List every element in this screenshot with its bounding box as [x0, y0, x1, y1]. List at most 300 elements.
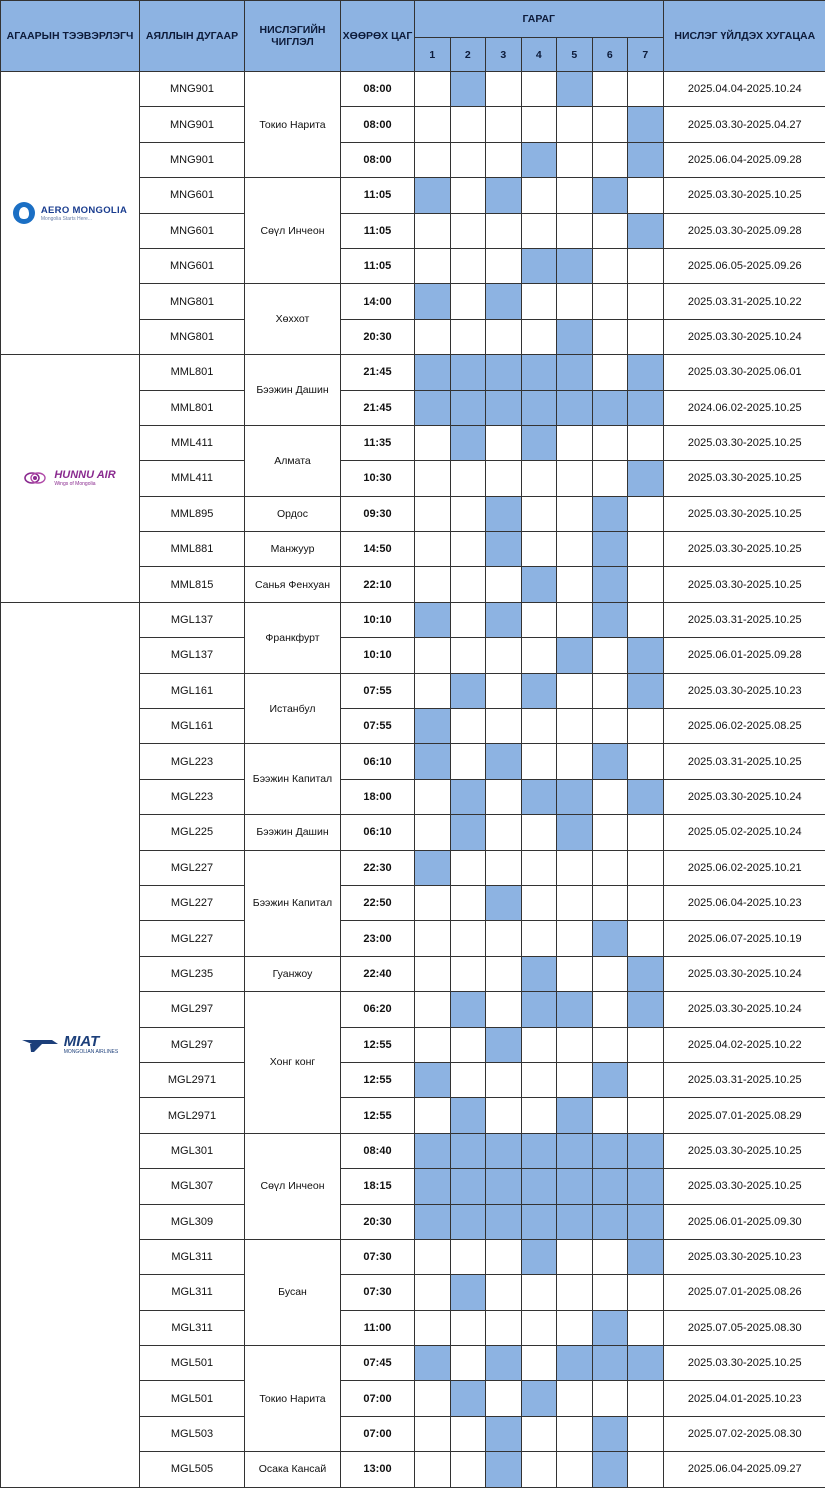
- day-2-inactive: [450, 921, 486, 956]
- day-6-inactive: [592, 638, 628, 673]
- day-2-inactive: [450, 1452, 486, 1487]
- departure-time: 18:15: [341, 1169, 415, 1204]
- day-3-inactive: [486, 1062, 522, 1097]
- day-6-active: [592, 1133, 628, 1168]
- day-6-inactive: [592, 956, 628, 991]
- operating-period: 2025.03.30-2025.10.25: [663, 425, 825, 460]
- route-cell: Сөүл Инчеон: [245, 178, 341, 284]
- flight-number: MGL227: [140, 921, 245, 956]
- departure-time: 20:30: [341, 1204, 415, 1239]
- route-cell: Бусан: [245, 1239, 341, 1345]
- flight-number: MGL501: [140, 1381, 245, 1416]
- day-2-inactive: [450, 1239, 486, 1274]
- day-7-inactive: [628, 1027, 664, 1062]
- day-3-inactive: [486, 850, 522, 885]
- operating-period: 2025.03.30-2025.06.01: [663, 355, 825, 390]
- day-6-active: [592, 1169, 628, 1204]
- day-1-inactive: [415, 107, 451, 142]
- operating-period: 2025.06.02-2025.08.25: [663, 709, 825, 744]
- day-3-inactive: [486, 1381, 522, 1416]
- table-row: [1, 602, 825, 637]
- day-1-inactive: [415, 532, 451, 567]
- operating-period: 2025.06.04-2025.10.23: [663, 885, 825, 920]
- day-4-active: [521, 956, 557, 991]
- day-7-active: [628, 142, 664, 177]
- day-6-active: [592, 744, 628, 779]
- day-7-active: [628, 638, 664, 673]
- day-3-inactive: [486, 213, 522, 248]
- day-6-inactive: [592, 850, 628, 885]
- day-3-active: [486, 284, 522, 319]
- departure-time: 08:00: [341, 142, 415, 177]
- day-5-inactive: [557, 567, 593, 602]
- flight-number: MML895: [140, 496, 245, 531]
- flight-number: MGL161: [140, 709, 245, 744]
- flight-number: MGL223: [140, 779, 245, 814]
- operating-period: 2025.03.30-2025.04.27: [663, 107, 825, 142]
- day-1-active: [415, 178, 451, 213]
- route-cell: Токио Нарита: [245, 72, 341, 178]
- day-6-inactive: [592, 319, 628, 354]
- miat-wing-icon: [22, 1038, 58, 1052]
- departure-time: 06:10: [341, 744, 415, 779]
- departure-time: 11:00: [341, 1310, 415, 1345]
- day-7-inactive: [628, 1381, 664, 1416]
- route-cell: Санья Фенхуан: [245, 567, 341, 602]
- day-5-active: [557, 1169, 593, 1204]
- day-1-inactive: [415, 319, 451, 354]
- day-2-inactive: [450, 496, 486, 531]
- day-2-active: [450, 355, 486, 390]
- day-1-inactive: [415, 496, 451, 531]
- day-1-inactive: [415, 567, 451, 602]
- day-5-inactive: [557, 850, 593, 885]
- day-5-inactive: [557, 496, 593, 531]
- operating-period: 2025.06.01-2025.09.28: [663, 638, 825, 673]
- departure-time: 11:35: [341, 425, 415, 460]
- operating-period: 2024.06.02-2025.10.25: [663, 390, 825, 425]
- day-7-active: [628, 956, 664, 991]
- day-2-inactive: [450, 567, 486, 602]
- day-3-inactive: [486, 815, 522, 850]
- day-5-inactive: [557, 425, 593, 460]
- day-7-inactive: [628, 284, 664, 319]
- route-cell: Истанбул: [245, 673, 341, 744]
- day-7-active: [628, 1239, 664, 1274]
- day-3-inactive: [486, 1275, 522, 1310]
- day-3-active: [486, 1346, 522, 1381]
- departure-time: 13:00: [341, 1452, 415, 1487]
- day-1-inactive: [415, 1275, 451, 1310]
- day-2-inactive: [450, 850, 486, 885]
- day-4-inactive: [521, 1310, 557, 1345]
- day-3-active: [486, 1133, 522, 1168]
- day-6-active: [592, 1346, 628, 1381]
- day-5-active: [557, 815, 593, 850]
- day-1-inactive: [415, 1310, 451, 1345]
- flight-number: MGL297: [140, 1027, 245, 1062]
- day-4-active: [521, 1204, 557, 1239]
- operating-period: 2025.03.30-2025.10.23: [663, 673, 825, 708]
- flight-number: MNG601: [140, 178, 245, 213]
- day-4-active: [521, 992, 557, 1027]
- day-5-inactive: [557, 461, 593, 496]
- header-day-4: 4: [521, 38, 557, 72]
- day-4-inactive: [521, 461, 557, 496]
- departure-time: 07:30: [341, 1275, 415, 1310]
- day-7-inactive: [628, 532, 664, 567]
- day-2-inactive: [450, 602, 486, 637]
- day-1-inactive: [415, 1416, 451, 1451]
- day-6-inactive: [592, 1275, 628, 1310]
- airline-logo-name: AERO MONGOLIA: [40, 204, 128, 216]
- operating-period: 2025.03.30-2025.10.24: [663, 779, 825, 814]
- operating-period: 2025.03.30-2025.10.25: [663, 461, 825, 496]
- flight-number: MGL311: [140, 1310, 245, 1345]
- schedule-body: [1, 72, 825, 1488]
- day-1-inactive: [415, 213, 451, 248]
- day-1-inactive: [415, 779, 451, 814]
- day-6-inactive: [592, 992, 628, 1027]
- day-5-inactive: [557, 107, 593, 142]
- operating-period: 2025.03.30-2025.10.25: [663, 178, 825, 213]
- flight-number: MGL227: [140, 850, 245, 885]
- day-2-inactive: [450, 744, 486, 779]
- day-3-active: [486, 1452, 522, 1487]
- day-4-active: [521, 425, 557, 460]
- operating-period: 2025.03.30-2025.10.25: [663, 1169, 825, 1204]
- day-7-inactive: [628, 744, 664, 779]
- day-6-inactive: [592, 355, 628, 390]
- route-cell: Ордос: [245, 496, 341, 531]
- day-2-active: [450, 72, 486, 107]
- day-2-active: [450, 1204, 486, 1239]
- day-5-active: [557, 1133, 593, 1168]
- day-5-inactive: [557, 1310, 593, 1345]
- day-7-active: [628, 992, 664, 1027]
- departure-time: 21:45: [341, 390, 415, 425]
- flight-number: MNG901: [140, 142, 245, 177]
- day-4-inactive: [521, 178, 557, 213]
- aero-mongolia-logo: [1, 202, 139, 224]
- operating-period: 2025.04.02-2025.10.22: [663, 1027, 825, 1062]
- operating-period: 2025.03.30-2025.10.25: [663, 532, 825, 567]
- day-3-inactive: [486, 1310, 522, 1345]
- flight-number: MGL223: [140, 744, 245, 779]
- day-4-inactive: [521, 850, 557, 885]
- departure-time: 07:45: [341, 1346, 415, 1381]
- day-5-inactive: [557, 142, 593, 177]
- day-3-inactive: [486, 673, 522, 708]
- airline-cell: [1, 72, 140, 355]
- day-2-inactive: [450, 1346, 486, 1381]
- day-4-inactive: [521, 1346, 557, 1381]
- day-1-active: [415, 602, 451, 637]
- day-6-active: [592, 1062, 628, 1097]
- day-7-inactive: [628, 885, 664, 920]
- day-1-inactive: [415, 248, 451, 283]
- departure-time: 14:50: [341, 532, 415, 567]
- day-2-inactive: [450, 1027, 486, 1062]
- operating-period: 2025.06.02-2025.10.21: [663, 850, 825, 885]
- day-7-inactive: [628, 72, 664, 107]
- day-6-active: [592, 921, 628, 956]
- day-3-inactive: [486, 567, 522, 602]
- day-7-inactive: [628, 815, 664, 850]
- operating-period: 2025.03.30-2025.10.25: [663, 496, 825, 531]
- day-3-active: [486, 496, 522, 531]
- day-5-inactive: [557, 213, 593, 248]
- day-3-inactive: [486, 425, 522, 460]
- day-1-inactive: [415, 1452, 451, 1487]
- departure-time: 23:00: [341, 921, 415, 956]
- day-1-inactive: [415, 1027, 451, 1062]
- day-2-active: [450, 815, 486, 850]
- day-3-inactive: [486, 992, 522, 1027]
- flight-number: MGL309: [140, 1204, 245, 1239]
- day-5-active: [557, 1098, 593, 1133]
- operating-period: 2025.05.02-2025.10.24: [663, 815, 825, 850]
- day-6-inactive: [592, 248, 628, 283]
- day-6-inactive: [592, 673, 628, 708]
- day-4-inactive: [521, 1027, 557, 1062]
- day-2-inactive: [450, 284, 486, 319]
- header-day-3: 3: [486, 38, 522, 72]
- day-2-inactive: [450, 956, 486, 991]
- day-4-inactive: [521, 1098, 557, 1133]
- day-3-inactive: [486, 461, 522, 496]
- aero-mongolia-emblem-icon: [13, 202, 35, 224]
- table-row: [1, 355, 825, 390]
- route-cell: Гуанжоу: [245, 956, 341, 991]
- flight-number: MGL503: [140, 1416, 245, 1451]
- day-2-inactive: [450, 885, 486, 920]
- day-7-active: [628, 779, 664, 814]
- departure-time: 22:50: [341, 885, 415, 920]
- day-1-active: [415, 744, 451, 779]
- header-day-7: 7: [628, 38, 664, 72]
- day-3-inactive: [486, 142, 522, 177]
- flight-number: MGL311: [140, 1275, 245, 1310]
- day-4-inactive: [521, 815, 557, 850]
- day-1-active: [415, 1062, 451, 1097]
- operating-period: 2025.03.30-2025.10.24: [663, 992, 825, 1027]
- header-day-1: 1: [415, 38, 451, 72]
- day-1-inactive: [415, 1381, 451, 1416]
- day-2-inactive: [450, 1062, 486, 1097]
- departure-time: 22:30: [341, 850, 415, 885]
- day-3-inactive: [486, 956, 522, 991]
- day-7-inactive: [628, 248, 664, 283]
- day-5-active: [557, 779, 593, 814]
- day-1-inactive: [415, 1098, 451, 1133]
- day-3-inactive: [486, 1239, 522, 1274]
- flight-number: MGL137: [140, 638, 245, 673]
- day-2-inactive: [450, 709, 486, 744]
- departure-time: 11:05: [341, 178, 415, 213]
- day-2-active: [450, 673, 486, 708]
- day-4-inactive: [521, 921, 557, 956]
- day-7-inactive: [628, 319, 664, 354]
- operating-period: 2025.07.01-2025.08.26: [663, 1275, 825, 1310]
- day-7-inactive: [628, 567, 664, 602]
- day-5-inactive: [557, 673, 593, 708]
- day-4-active: [521, 1239, 557, 1274]
- day-3-active: [486, 532, 522, 567]
- departure-time: 07:00: [341, 1416, 415, 1451]
- day-4-inactive: [521, 532, 557, 567]
- day-6-inactive: [592, 107, 628, 142]
- day-7-active: [628, 461, 664, 496]
- day-2-active: [450, 1169, 486, 1204]
- day-3-inactive: [486, 1098, 522, 1133]
- day-7-active: [628, 107, 664, 142]
- day-1-active: [415, 284, 451, 319]
- route-cell: Хонг конг: [245, 992, 341, 1134]
- day-4-inactive: [521, 1062, 557, 1097]
- day-5-active: [557, 390, 593, 425]
- flight-number: MGL2971: [140, 1062, 245, 1097]
- departure-time: 18:00: [341, 779, 415, 814]
- day-2-active: [450, 779, 486, 814]
- day-4-inactive: [521, 213, 557, 248]
- day-1-active: [415, 709, 451, 744]
- day-1-active: [415, 850, 451, 885]
- day-3-active: [486, 390, 522, 425]
- route-cell: Алмата: [245, 425, 341, 496]
- day-7-active: [628, 1169, 664, 1204]
- day-2-inactive: [450, 638, 486, 673]
- flight-number: MML801: [140, 355, 245, 390]
- flight-number: MGL161: [140, 673, 245, 708]
- airline-logo-tagline: Wings of Mongolia: [54, 481, 96, 488]
- flight-number: MML815: [140, 567, 245, 602]
- route-cell: Бээжин Дашин: [245, 355, 341, 426]
- day-4-active: [521, 673, 557, 708]
- day-5-active: [557, 319, 593, 354]
- flight-number: MNG801: [140, 319, 245, 354]
- day-1-active: [415, 1169, 451, 1204]
- day-6-active: [592, 567, 628, 602]
- day-1-inactive: [415, 425, 451, 460]
- departure-time: 07:30: [341, 1239, 415, 1274]
- day-6-inactive: [592, 709, 628, 744]
- departure-time: 08:00: [341, 72, 415, 107]
- flight-number: MGL505: [140, 1452, 245, 1487]
- day-3-inactive: [486, 921, 522, 956]
- day-4-active: [521, 567, 557, 602]
- operating-period: 2025.06.05-2025.09.26: [663, 248, 825, 283]
- departure-time: 20:30: [341, 319, 415, 354]
- day-6-inactive: [592, 1027, 628, 1062]
- day-1-inactive: [415, 815, 451, 850]
- flight-number: MGL301: [140, 1133, 245, 1168]
- airline-cell: [1, 355, 140, 603]
- departure-time: 11:05: [341, 248, 415, 283]
- day-2-active: [450, 390, 486, 425]
- day-1-inactive: [415, 638, 451, 673]
- flight-number: MNG801: [140, 284, 245, 319]
- header-period: НИСЛЭГ ҮЙЛДЭХ ХУГАЦАА: [663, 1, 825, 72]
- day-2-active: [450, 1133, 486, 1168]
- day-7-inactive: [628, 1062, 664, 1097]
- departure-time: 21:45: [341, 355, 415, 390]
- operating-period: 2025.03.30-2025.10.25: [663, 1133, 825, 1168]
- day-4-inactive: [521, 319, 557, 354]
- day-3-active: [486, 1416, 522, 1451]
- day-5-inactive: [557, 744, 593, 779]
- day-7-active: [628, 1346, 664, 1381]
- day-6-active: [592, 496, 628, 531]
- day-4-inactive: [521, 496, 557, 531]
- departure-time: 08:00: [341, 107, 415, 142]
- day-3-inactive: [486, 248, 522, 283]
- flight-number: MGL297: [140, 992, 245, 1027]
- route-cell: Франкфурт: [245, 602, 341, 673]
- operating-period: 2025.03.31-2025.10.25: [663, 744, 825, 779]
- day-2-inactive: [450, 107, 486, 142]
- day-7-inactive: [628, 1416, 664, 1451]
- day-7-active: [628, 213, 664, 248]
- flight-number: MGL307: [140, 1169, 245, 1204]
- day-2-active: [450, 992, 486, 1027]
- day-1-inactive: [415, 885, 451, 920]
- day-3-inactive: [486, 319, 522, 354]
- day-5-inactive: [557, 178, 593, 213]
- day-6-active: [592, 178, 628, 213]
- day-5-inactive: [557, 1062, 593, 1097]
- day-1-active: [415, 1133, 451, 1168]
- day-1-active: [415, 1204, 451, 1239]
- day-2-active: [450, 1098, 486, 1133]
- day-7-inactive: [628, 602, 664, 637]
- day-7-inactive: [628, 1452, 664, 1487]
- flight-number: MNG601: [140, 213, 245, 248]
- departure-time: 07:55: [341, 709, 415, 744]
- day-7-inactive: [628, 1098, 664, 1133]
- operating-period: 2025.03.31-2025.10.22: [663, 284, 825, 319]
- hunnu-emblem-icon: [24, 469, 48, 487]
- operating-period: 2025.06.04-2025.09.27: [663, 1452, 825, 1487]
- day-4-inactive: [521, 885, 557, 920]
- day-3-active: [486, 744, 522, 779]
- miat-logo: [1, 1032, 139, 1055]
- day-6-active: [592, 602, 628, 637]
- day-6-inactive: [592, 72, 628, 107]
- day-6-inactive: [592, 284, 628, 319]
- day-7-inactive: [628, 1310, 664, 1345]
- hunnu-air-logo: [1, 469, 139, 487]
- operating-period: 2025.04.04-2025.10.24: [663, 72, 825, 107]
- airline-logo-name: MIAT: [63, 1032, 100, 1050]
- header-day-5: 5: [557, 38, 593, 72]
- day-5-active: [557, 248, 593, 283]
- day-3-inactive: [486, 72, 522, 107]
- day-7-inactive: [628, 1275, 664, 1310]
- day-5-inactive: [557, 602, 593, 637]
- flight-number: MGL311: [140, 1239, 245, 1274]
- operating-period: 2025.03.30-2025.10.23: [663, 1239, 825, 1274]
- day-7-active: [628, 673, 664, 708]
- day-3-active: [486, 1169, 522, 1204]
- day-4-inactive: [521, 72, 557, 107]
- departure-time: 12:55: [341, 1027, 415, 1062]
- flight-number: MGL137: [140, 602, 245, 637]
- day-4-inactive: [521, 1452, 557, 1487]
- day-6-active: [592, 532, 628, 567]
- day-5-active: [557, 992, 593, 1027]
- route-cell: Бээжин Капитал: [245, 744, 341, 815]
